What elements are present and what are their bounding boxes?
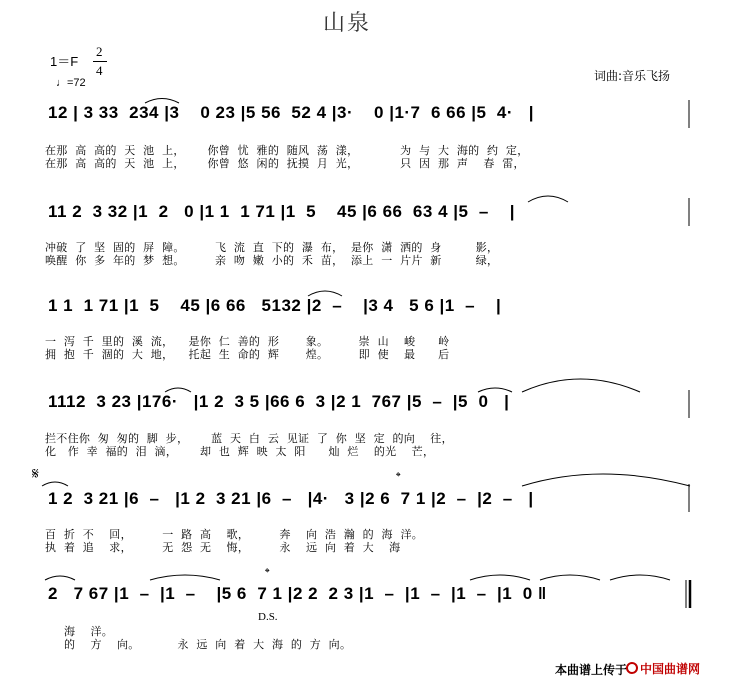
footer-upload-text: 本曲谱上传于 xyxy=(555,663,628,677)
lyrics-system-3-verse-1: 一 泻 千 里的 溪 流， 是你 仁 善的 形 象。 崇 山 峻 岭 xyxy=(45,335,450,348)
slur xyxy=(45,576,75,580)
slur xyxy=(42,482,68,486)
lyrics-system-1-verse-1: 在那 高 高的 天 池 上， 你曾 忧 雅的 随风 荡 漾， 为 与 大 海的 约 定， xyxy=(45,144,529,157)
coda-sign-2: 𝄌 xyxy=(265,566,270,581)
slur xyxy=(145,99,179,104)
lyrics-system-2-verse-1: 冲破 了 坚 固的 屏 障。 飞 流 直 下的 瀑 布， 是你 潇 洒的 身 影， xyxy=(45,241,499,254)
slur xyxy=(470,575,530,580)
lyrics-system-1-verse-2: 在那 高 高的 天 池 上， 你曾 悠 闲的 抚摸 月 光， 只 因 那 声 春 雷， xyxy=(45,157,525,170)
lyrics-system-6-verse-1: 海 洋。 xyxy=(45,625,114,638)
notes-system-4: 1112 3 23 |176· |1 2 3 5 |66 6 3 |2 1 767 |5 – |5 0 | xyxy=(48,392,510,411)
slur xyxy=(150,575,220,580)
tempo-marking: ♩=72 xyxy=(56,77,86,89)
notes-system-3: 1 1 1 71 |1 5 45 |6 66 5132 |2 – |3 4 5 6 |1 – | xyxy=(48,296,502,315)
slur xyxy=(478,388,512,392)
lyrics-system-3-verse-2: 拥 抱 千 涸的 大 地， 托起 生 命的 辉 煌。 即 使 最 后 xyxy=(45,348,450,361)
lyrics-system-5-verse-1: 百 折 不 回， 一 路 高 歌， 奔 向 浩 瀚 的 海 洋。 xyxy=(45,528,424,541)
notes-system-2: 11 2 3 32 |1 2 0 |1 1 1 71 |1 5 45 |6 66 63 4 |5 – | xyxy=(48,202,516,221)
song-title: 山泉 xyxy=(323,11,372,36)
time-signature-bottom: 4 xyxy=(96,63,103,78)
coda-sign: 𝄌 xyxy=(396,470,401,485)
time-signature-top: 2 xyxy=(96,44,103,59)
lyrics-system-2-verse-2: 唤醒 你 多 年的 梦 想。 亲 吻 嫩 小的 禾 苗， 添上 一 片片 新 绿， xyxy=(45,254,499,267)
site-logo-icon xyxy=(626,662,638,674)
slur xyxy=(522,474,690,486)
ds-marking: D.S. xyxy=(258,611,278,623)
slur xyxy=(165,388,191,392)
lyrics-system-5-verse-2: 执 着 追 求， 无 怨 无 悔， 永 远 向 着 大 海 xyxy=(45,541,401,554)
slur xyxy=(522,379,640,392)
notes-system-6: 2 7 67 |1 – |1 – |5 6 7 1 |2 2 2 3 |1 – |1 – |1 – |1 0 ‖ xyxy=(48,584,547,603)
credit: 词曲:音乐飞扬 xyxy=(594,69,671,83)
lyrics-system-4-verse-2: 化 作 幸 福的 泪 滴， 却 也 辉 映 太 阳 灿 烂 的光 芒， xyxy=(45,445,435,458)
slur xyxy=(540,575,600,580)
notes-system-1: 12 | 3 33 234 |3 0 23 |5 56 52 4 |3· 0 |1·7 6 66 |5 4· | xyxy=(48,103,534,122)
slur xyxy=(610,575,670,580)
segno-sign: 𝄋 xyxy=(32,464,39,483)
key-signature: 1＝F xyxy=(50,54,79,69)
slur xyxy=(308,291,342,296)
lyrics-system-4-verse-1: 拦不住你 匆 匆的 脚 步， 蓝 天 白 云 见证 了 你 坚 定 的向 往， xyxy=(45,432,453,445)
lyrics-system-6-verse-2: 的 方 向。 永 远 向 着 大 海 的 方 向。 xyxy=(45,638,352,651)
slur xyxy=(528,196,568,202)
site-logo-text[interactable]: 中国曲谱网 xyxy=(640,662,701,676)
notes-system-5: 1 2 3 21 |6 – |1 2 3 21 |6 – |4· 3 |2 6 7 1 |2 – |2 – | xyxy=(48,489,534,508)
